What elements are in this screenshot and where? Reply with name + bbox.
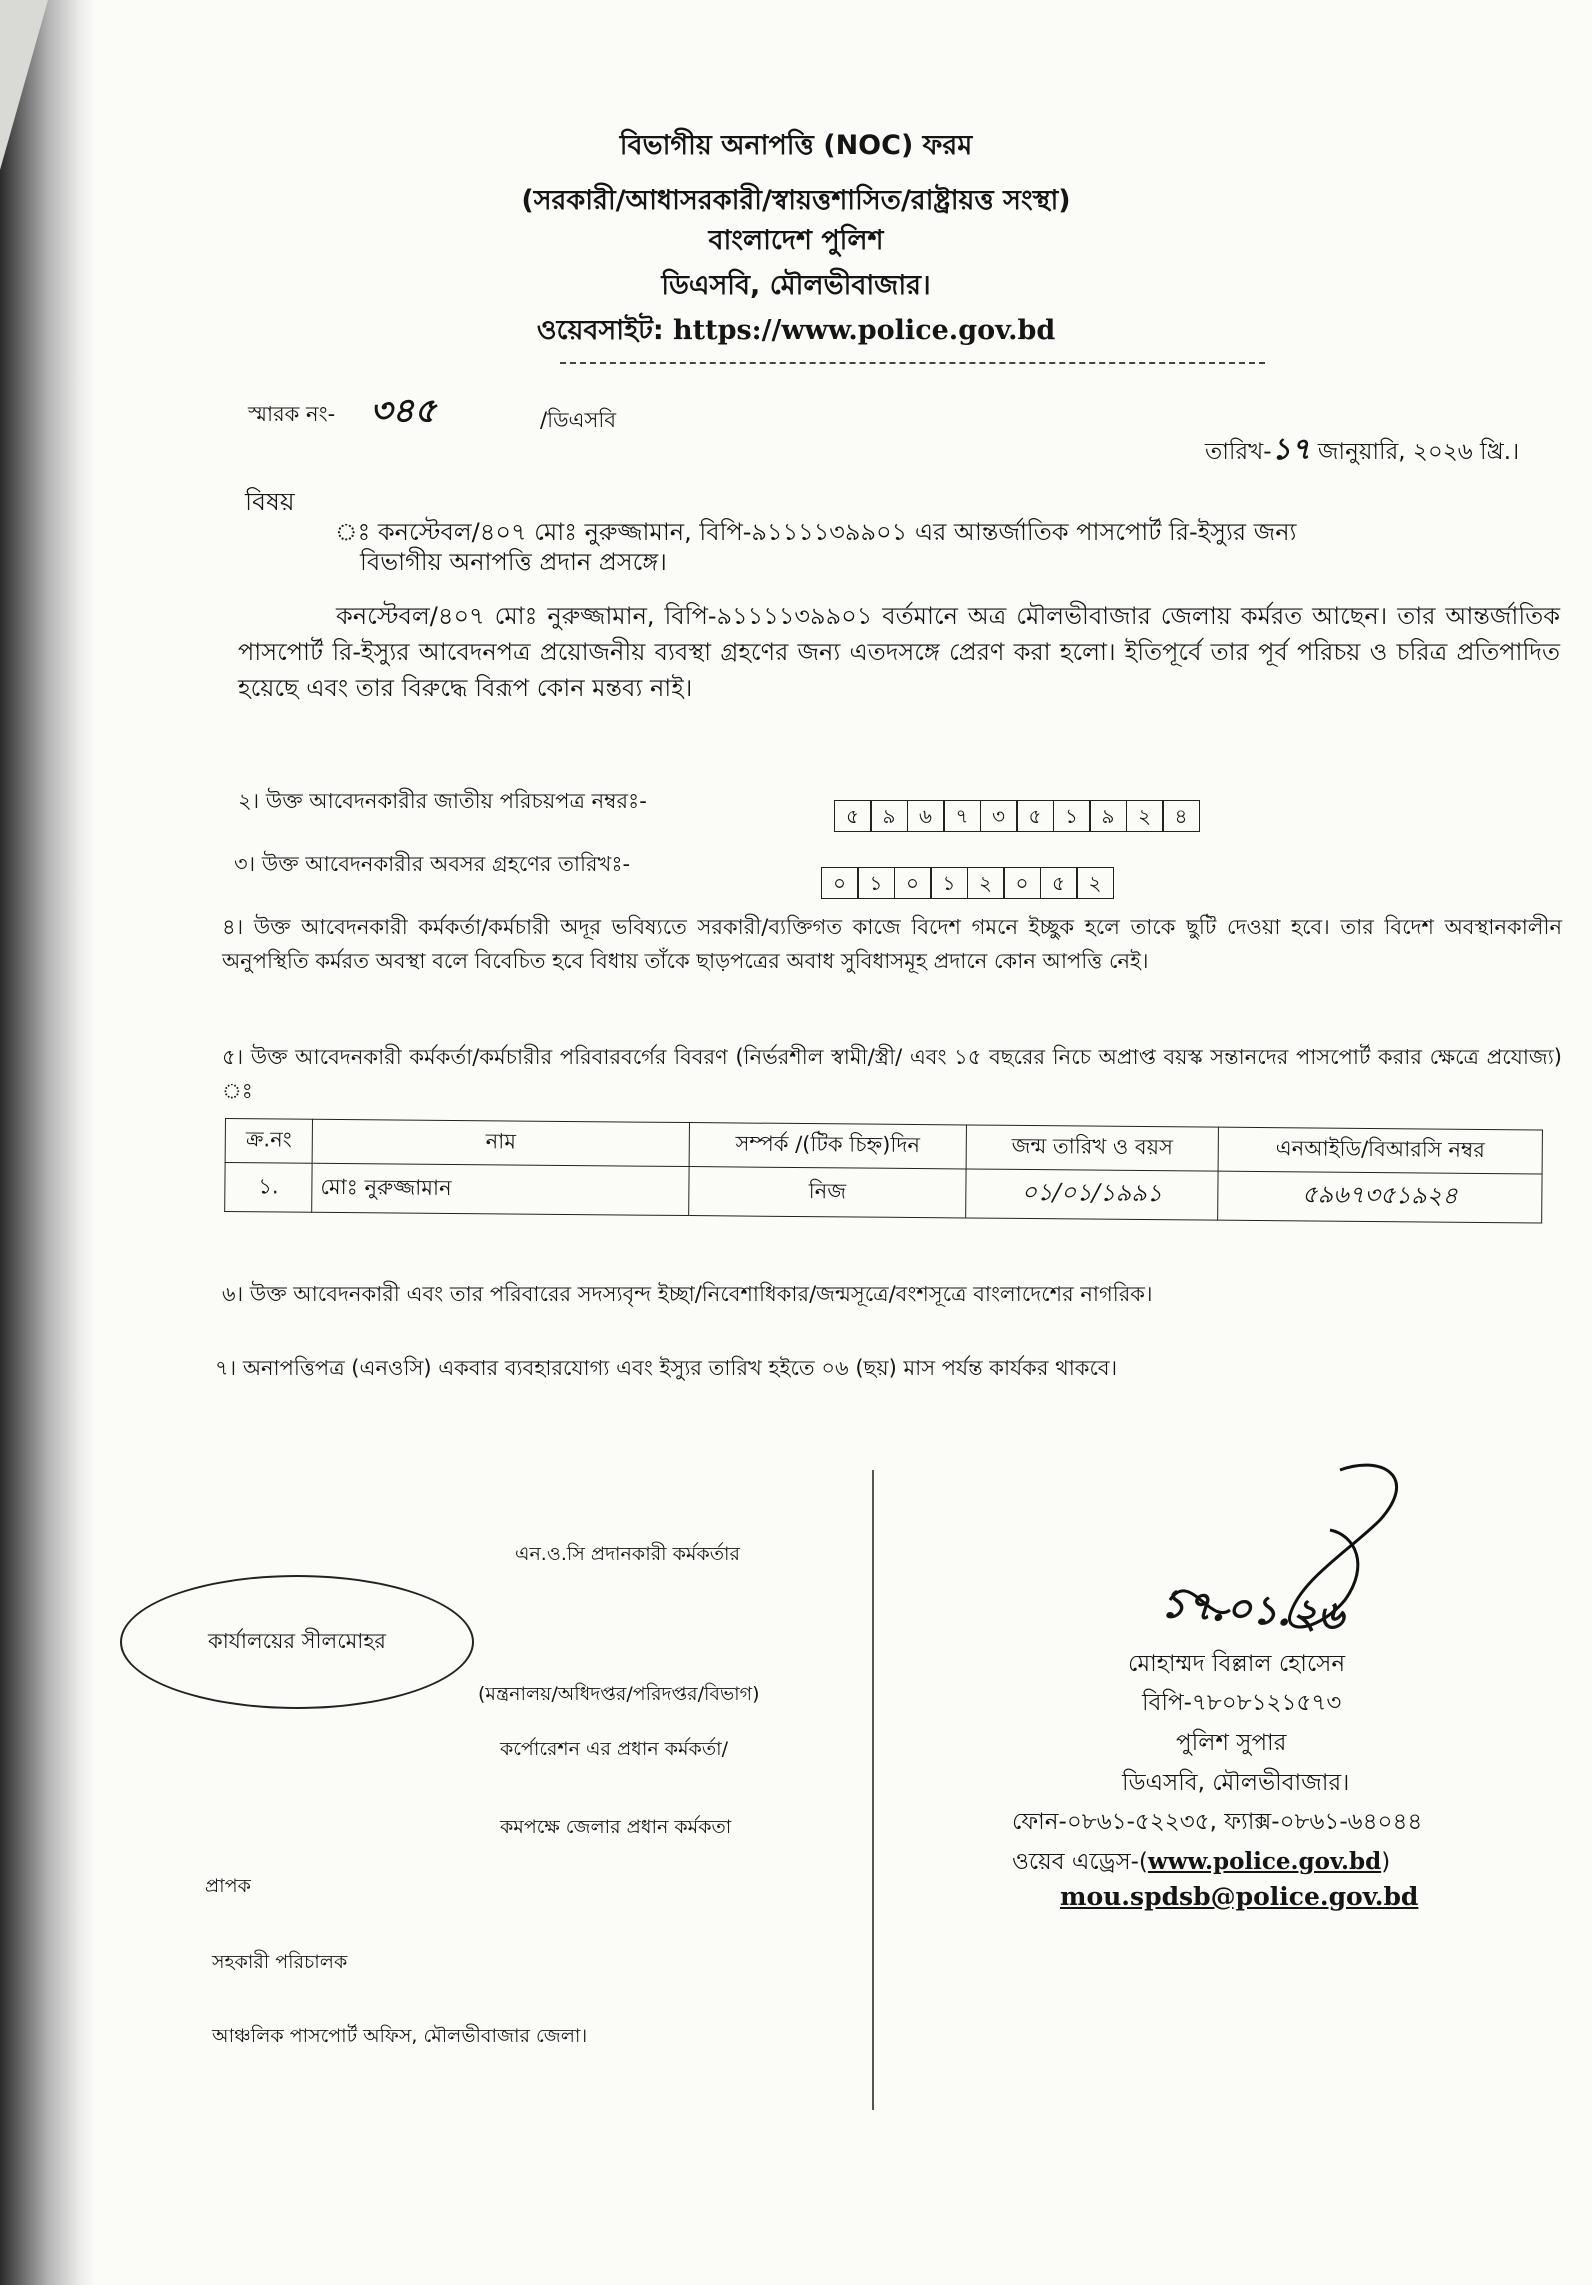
subject-line-2: বিভাগীয় অনাপত্তি প্রদান প্রসঙ্গে। xyxy=(360,548,667,576)
web-url: www.police.gov.bd xyxy=(1147,1848,1382,1875)
retirement-digit: ০ xyxy=(894,867,932,899)
office-seal-oval xyxy=(120,1575,474,1709)
date-rest: জানুয়ারি, ২০২৬ খ্রি.। xyxy=(1317,439,1520,465)
web-close: ) xyxy=(1381,1849,1391,1875)
org-name: বাংলাদেশ পুলিশ xyxy=(708,225,884,256)
retirement-digit: ১ xyxy=(857,867,895,899)
retirement-digit: ০ xyxy=(1003,867,1041,899)
ministry-text: (মন্ত্রনালয়/অধিদপ্তর/পরিদপ্তর/বিভাগ) xyxy=(478,1683,760,1705)
nid-digit: ৬ xyxy=(907,800,945,832)
retirement-digit: ১ xyxy=(930,867,968,899)
item4-paragraph: ৪। উক্ত আবেদনকারী কর্মকর্তা/কর্মচারী অদূর ভবিষ্যতে সরকারী/ব্যক্তিগত কাজে বিদেশ গমনে ইচ্ছুক হলে তাকে ছুটি দেওয়া হবে। তার বিদেশ অবস্থানকালীন অনুপস্থিতি কর্মরত অবস্থা বলে বিবেচিত হবে বিধায় তাঁকে ছাড়পত্রের অবাধ সুবিধাসমূহ প্রদানে কোন আপত্তি নেই। xyxy=(222,915,1562,973)
item6-line: ৬। উক্ত আবেদনকারী এবং তার পরিবারের সদস্যবৃন্দ ইচ্ছা/নিবেশাধিকার/জন্মসূত্রে/বংশসূত্রে বাংলাদেশের নাগরিক। xyxy=(222,1282,1153,1306)
form-title: বিভাগীয় অনাপত্তি (NOC) ফরম xyxy=(619,130,973,161)
office-name: ডিএসবি, মৌলভীবাজার। xyxy=(661,270,931,301)
retirement-digit-boxes xyxy=(822,867,1114,899)
nid-digit: ২ xyxy=(1126,800,1164,832)
signatory-web xyxy=(1012,1843,1390,1882)
nid-digit: ৫ xyxy=(1016,800,1054,832)
website-url: https://www.police.gov.bd xyxy=(673,315,1056,346)
recipient-label: প্রাপক xyxy=(205,1875,251,1897)
seal-label: কার্যালয়ের সীলমোহর xyxy=(208,1628,386,1653)
signatory-phone: ফোন-০৮৬১-৫২২৩৫, ফ্যাক্স-০৮৬১-৬৪০৪৪ xyxy=(1012,1809,1423,1835)
cell-serial: ১. xyxy=(225,1163,312,1213)
cell-name: মোঃ নুরুজ্জামান xyxy=(312,1163,689,1215)
nid-digit: ৫ xyxy=(834,800,872,832)
org-type: (সরকারী/আধাসরকারী/স্বায়ত্তশাসিত/রাষ্ট্রায়ত্ত সংস্থা) xyxy=(521,185,1071,216)
body-paragraph: কনস্টেবল/৪০৭ মোঃ নুরুজ্জামান, বিপি-৯১১১১৩৯৯০১ বর্তমানে অত্র মৌলভীবাজার জেলায় কর্মরত আছেন। তার আন্তর্জাতিক পাসপোর্ট রি-ইস্যুর আবেদনপত্র প্রয়োজনীয় ব্যবস্থা গ্রহণের জন্য এতদসঙ্গে প্রেরণ করা হলো। ইতিপূর্বে তার পূর্ব পরিচয় ও চরিত্র প্রতিপাদিত হয়েছে এবং তার বিরুদ্ধে বিরূপ কোন মন্তব্য নাই। xyxy=(238,602,1560,702)
retirement-digit: ২ xyxy=(1076,867,1114,899)
memo-label: স্মারক নং- xyxy=(248,402,336,426)
date-handwritten: ১৭ xyxy=(1271,432,1311,467)
website-line xyxy=(0,310,1592,355)
date-prefix: তারিখ- xyxy=(1205,439,1272,465)
nid-digit: ৩ xyxy=(980,800,1018,832)
subject-line-1: ঃ কনস্টেবল/৪০৭ মোঃ নুরুজ্জামান, বিপি-৯১১১১৩৯৯০১ এর আন্তর্জাতিক পাসপোর্ট রি-ইস্যুর জন্য xyxy=(335,518,1297,546)
district-officer-text: কমপক্ষে জেলার প্রধান কর্মকতা xyxy=(500,1816,732,1838)
nid-digit: ৭ xyxy=(943,800,981,832)
signatory-email: mou.spdsb@police.gov.bd xyxy=(1060,1882,1419,1911)
website-label: ওয়েবসাইট: xyxy=(536,315,664,346)
noc-officer-text: এন.ও.সি প্রদানকারী কর্মকর্তার xyxy=(515,1543,740,1565)
recipient-title: সহকারী পরিচালক xyxy=(212,1951,348,1973)
nid-digit: ৪ xyxy=(1162,800,1200,832)
signatory-bp: বিপি-৭৮০৮১২১৫৭৩ xyxy=(1142,1690,1342,1716)
table-row xyxy=(225,1163,1542,1223)
signature-divider xyxy=(872,1470,874,2110)
corporation-text: কর্পোরেশন এর প্রধান কর্মকর্তা/ xyxy=(500,1738,729,1760)
cell-nid: ৫৯৬৭৩৫১৯২৪ xyxy=(1218,1171,1542,1223)
col-relation: সম্পর্ক /(টিক চিহ্ন)দিন xyxy=(689,1123,966,1169)
col-nid: এনআইডি/বিআরসি নম্বর xyxy=(1218,1127,1542,1174)
retirement-digit: ৫ xyxy=(1040,867,1078,899)
item7-line: ৭। অনাপত্তিপত্র (এনওসি) একবার ব্যবহারযোগ্য এবং ইস্যুর তারিখ হইতে ০৬ (ছয়) মাস পর্যন্ত কার্যকর থাকবে। xyxy=(215,1356,1118,1380)
cell-dob: ০১/০১/১৯৯১ xyxy=(966,1169,1218,1220)
nid-digit-boxes xyxy=(835,800,1200,832)
signatory-designation: পুলিশ সুপার xyxy=(1176,1730,1287,1756)
subject-label: বিষয় xyxy=(245,487,295,516)
recipient-office: আঞ্চলিক পাসপোর্ট অফিস, মৌলভীবাজার জেলা। xyxy=(212,2025,588,2047)
family-table xyxy=(224,1118,1543,1223)
retirement-label: ৩। উক্ত আবেদনকারীর অবসর গ্রহণের তারিখঃ- xyxy=(234,852,631,876)
memo-suffix: /ডিএসবি xyxy=(540,408,617,432)
signature-date-handwritten: ১৭.০১.২৬ xyxy=(1158,1579,1346,1640)
memo-number-handwritten: ৩৪৫ xyxy=(370,391,437,431)
retirement-digit: ২ xyxy=(967,867,1005,899)
signatory-office: ডিএসবি, মৌলভীবাজার। xyxy=(1122,1770,1350,1796)
col-name: নাম xyxy=(312,1119,689,1166)
nid-digit: ৯ xyxy=(1089,800,1127,832)
col-dob: জন্ম তারিখ ও বয়স xyxy=(966,1125,1218,1171)
header-divider xyxy=(560,362,1265,364)
cell-relation: নিজ xyxy=(689,1167,966,1218)
nid-label: ২। উক্ত আবেদনকারীর জাতীয় পরিচয়পত্র নম্বরঃ- xyxy=(238,789,647,813)
item5-paragraph: ৫। উক্ত আবেদনকারী কর্মকর্তা/কর্মচারীর পরিবারবর্গের বিবরণ (নির্ভরশীল স্বামী/স্ত্রী/ এবং ১৫ বছরের নিচে অপ্রাপ্ত বয়স্ক সন্তানদের পাসপোর্ট করার ক্ষেত্রে প্রযোজ্য) ঃ xyxy=(222,1045,1562,1103)
memo-date xyxy=(1205,425,1519,476)
signatory-name: মোহাম্মদ বিল্লাল হোসেন xyxy=(1128,1651,1346,1677)
nid-digit: ১ xyxy=(1053,800,1091,832)
nid-digit: ৯ xyxy=(870,800,908,832)
retirement-digit: ০ xyxy=(821,867,859,899)
col-serial: ক্র.নং xyxy=(225,1119,312,1164)
web-label: ওয়েব এড্রেস-( xyxy=(1012,1849,1148,1875)
